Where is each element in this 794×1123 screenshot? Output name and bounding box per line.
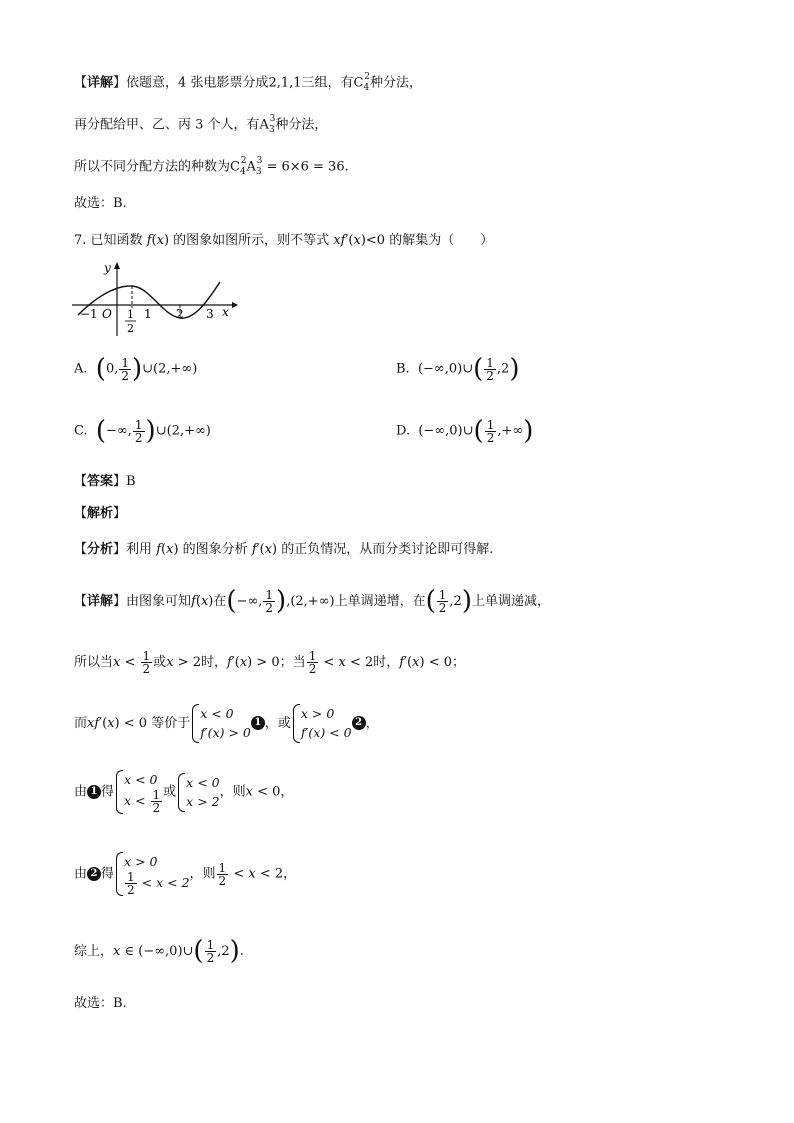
detail-label: 详解 <box>87 75 114 91</box>
detail-line-4: 故选：B. <box>74 196 127 211</box>
detail2-line-1: 【详解】由图象可知f(x)在(−∞, $\frac{1}{2}$ ),(2,+∞)上单调递增，在( $\frac{1}{2}$ ,2)上单调递减， <box>74 586 550 616</box>
circled-two: 2 <box>352 716 366 730</box>
circled-one: 1 <box>251 716 265 730</box>
option-b[interactable]: B. (−∞,0)∪( $\frac{1}{2}$ ,2) <box>396 354 520 384</box>
option-c[interactable]: C. (−∞, $\frac{1}{2}$ )∪(2,+∞) <box>74 416 211 446</box>
question-7: 7. 已知函数 f(x) 的图象如图所示，则不等式 xf′(x)<0 的解集为（ ） <box>74 233 494 248</box>
option-a[interactable]: A. (0, $\frac{1}{2}$ )∪(2,+∞) <box>74 354 198 384</box>
x-label: x <box>222 305 229 319</box>
analysis-heading: 【解析】 <box>74 506 127 521</box>
answer-value: B <box>126 474 136 489</box>
y-arrow <box>114 262 120 269</box>
detail-line-1: 【详解】依题意，4 张电影票分成2,1,1三组，有$C_4^2$种分法， <box>74 72 422 93</box>
detail2-line-6: 综上，x ∈ (−∞,0)∪( $\frac{1}{2}$ ,2). <box>74 936 244 966</box>
option-d[interactable]: D. (−∞,0)∪( $\frac{1}{2}$ ,+∞) <box>396 416 534 446</box>
function-graph <box>70 260 240 340</box>
detail2-line-3: 而xf′(x) < 0 等价于 x < 0 f′(x) > 0 1 ，或 x > 0 f′(x) < 0 2 ， <box>74 704 379 743</box>
origin-label: O <box>102 307 112 321</box>
detail2-line-2: 所以当x < $\frac{1}{2}$ 或x > 2时，f′(x) > 0；当 $\frac{1}{2}$ < x < 2时，f′(x) < 0； <box>74 649 465 676</box>
detail-line-3: 所以不同分配方法的种数为$C_4^2A_3^3 = 6\times 6 = 36$. <box>74 156 349 177</box>
detail2-line-4: 由 1 得 x < 0 x < $\frac{1}{2}$ 或 x < 0 x > 2 ，则x < 0， <box>74 772 294 816</box>
x-arrow <box>232 302 238 308</box>
tick-neg1: −1 <box>80 307 98 321</box>
detail2-line-7: 故选：B. <box>74 996 127 1011</box>
tick-half-den: 2 <box>127 322 134 335</box>
detail2-line-5: 由 2 得 x > 0 $\frac{1}{2}$ < x < 2 ，则 $\frac{1}{2}$ < x < 2， <box>74 854 297 898</box>
answer-line: 【答案】B <box>74 474 136 489</box>
detail-line-2: 再分配给甲、乙、丙 3 个人，有$A_3^3$种分法， <box>74 114 328 135</box>
tick-2: 2 <box>176 307 184 321</box>
tick-3: 3 <box>206 307 214 321</box>
tick-half-num: 1 <box>127 308 134 321</box>
y-label: y <box>104 261 111 275</box>
fenxi-line: 【分析】利用 f(x) 的图象分析 f′(x) 的正负情况，从而分类讨论即可得解. <box>74 542 494 557</box>
tick-1: 1 <box>144 307 152 321</box>
